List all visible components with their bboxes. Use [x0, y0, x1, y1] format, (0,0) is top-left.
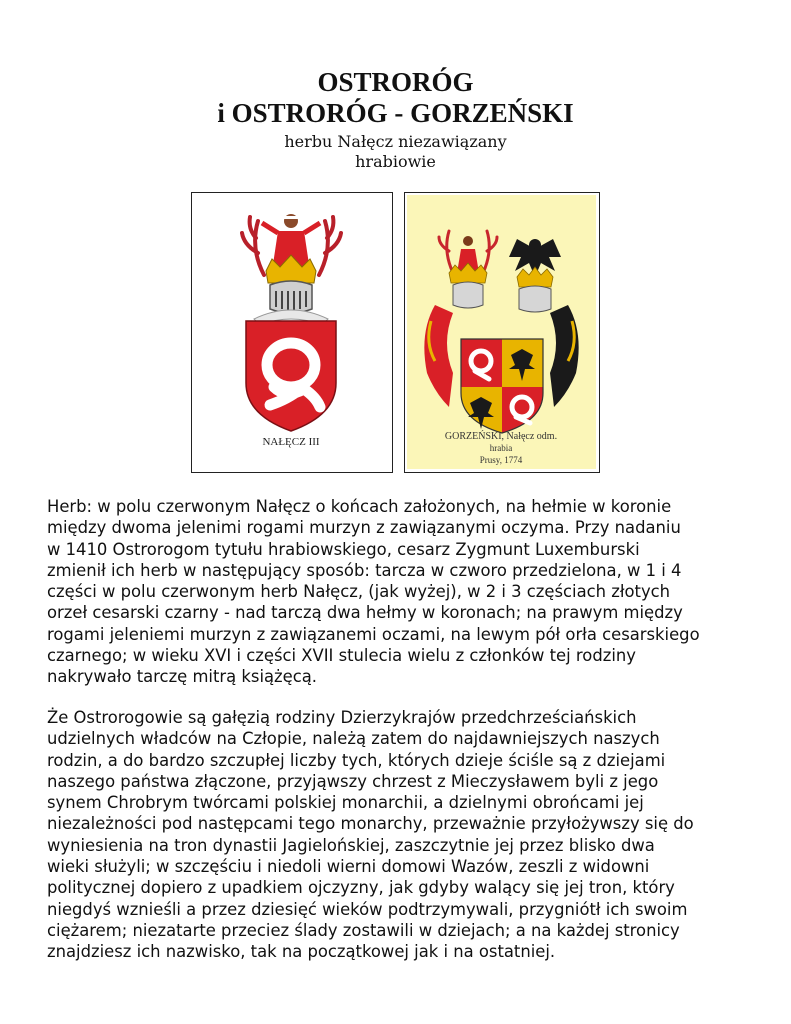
- paragraph-line: naszego państwa złączone, przyjąwszy chrzest z Mieczysławem byli z jego: [47, 771, 659, 791]
- paragraph-line: ciężarem; niezatarte przeciez ślady zostawili w dziejach; a na każdej stronicy: [47, 920, 680, 940]
- coat-of-arms-nalecz-image: [191, 192, 393, 473]
- subtitle-line-2: hrabiowie: [355, 152, 436, 171]
- paragraph-family-history: [47, 707, 747, 963]
- paragraph-line: między dwoma jelenimi rogami murzyn z zawiązanymi oczyma. Przy nadaniu: [47, 518, 681, 538]
- paragraph-line: udzielnych władców na Człopie, należą zatem do najdawniejszych naszych: [47, 729, 660, 749]
- paragraph-line: niezależności pod następcami tego monarchy, przeważnie przyłożywszy się do: [47, 814, 694, 834]
- paragraph-line: w 1410 Ostrorogom tytułu hrabiowskiego, cesarz Zygmunt Luxemburski: [47, 539, 640, 559]
- paragraph-line: czarnego; w wieku XVI i części XVII stulecia wielu z członków tej rodziny: [47, 646, 636, 666]
- title-line-1: OSTRORÓG: [317, 67, 474, 97]
- paragraph-line: niegdyś wznieśli a przez dziesięć wieków podtrzymywali, przygniótł ich swoim: [47, 899, 688, 919]
- crown-icon: [266, 255, 316, 283]
- paragraph-line: wieki służyli; w szczęściu i niedoli wierni domowi Wazów, zeszli z widowni: [47, 857, 650, 877]
- title-line-2: i OSTRORÓG - GORZEŃSKI: [217, 98, 574, 128]
- paragraph-line: nakrywało tarczę mitrą książęcą.: [47, 667, 317, 687]
- gorzenski-coat-drawing: [405, 193, 598, 471]
- paragraph-line: Że Ostrorogowie są gałęzią rodziny Dzierzykrajów przedchrześciańskich: [47, 708, 637, 727]
- paragraph-line: znajdziesz ich nazwisko, tak na początkowej jak i na ostatniej.: [47, 942, 556, 962]
- paragraph-line: rodzin, a do bardzo szczupłej liczby tych, których dzieje ściśle są z dziejami: [47, 750, 666, 770]
- coat-of-arms-gorzenski-image: [404, 192, 600, 473]
- caption-gorzenski-line-3: Prusy, 1774: [479, 455, 523, 465]
- paragraph-line: synem Chrobrym twórcami polskiej monarchii, a dzielnymi obrońcami jej: [47, 793, 644, 813]
- caption-gorzenski-line-2: hrabia: [489, 443, 513, 453]
- paragraph-line: politycznej dopiero z upadkiem ojczyzny, jak gdyby walący się jej tron, który: [47, 878, 675, 898]
- caption-gorzenski-line-1: GORZEŃSKI, Nałęcz odm.: [444, 431, 558, 442]
- paragraph-line: części w polu czerwonym herb Nałęcz, (jak wyżej), w 2 i 3 częściach złotych: [47, 582, 671, 602]
- paragraph-line: Herb: w polu czerwonym Nałęcz o końcach założonych, na hełmie w koronie: [47, 497, 672, 516]
- caption-nalecz: NAŁĘCZ III: [262, 436, 320, 448]
- subtitle-line-1: herbu Nałęcz niezawiązany: [284, 132, 507, 151]
- paragraph-line: wyniesienia na tron dynastii Jagielońskiej, zaszczytnie jej przez blisko dwa: [47, 835, 655, 855]
- paragraph-line: zmienił ich herb w następujący sposób: tarcza w czworo przedzielona, w 1 i 4: [47, 560, 682, 580]
- paragraph-herb-description: [47, 496, 747, 688]
- helmet-icon: [270, 281, 312, 313]
- paragraph-line: orzeł cesarski czarny - nad tarczą dwa hełmy w koronach; na prawym między: [47, 603, 683, 623]
- nalecz-coat-drawing: [192, 193, 391, 471]
- paragraph-line: rogami jeleniemi murzyn z zawiązanemi oczami, na lewym pół orła cesarskiego: [47, 624, 700, 644]
